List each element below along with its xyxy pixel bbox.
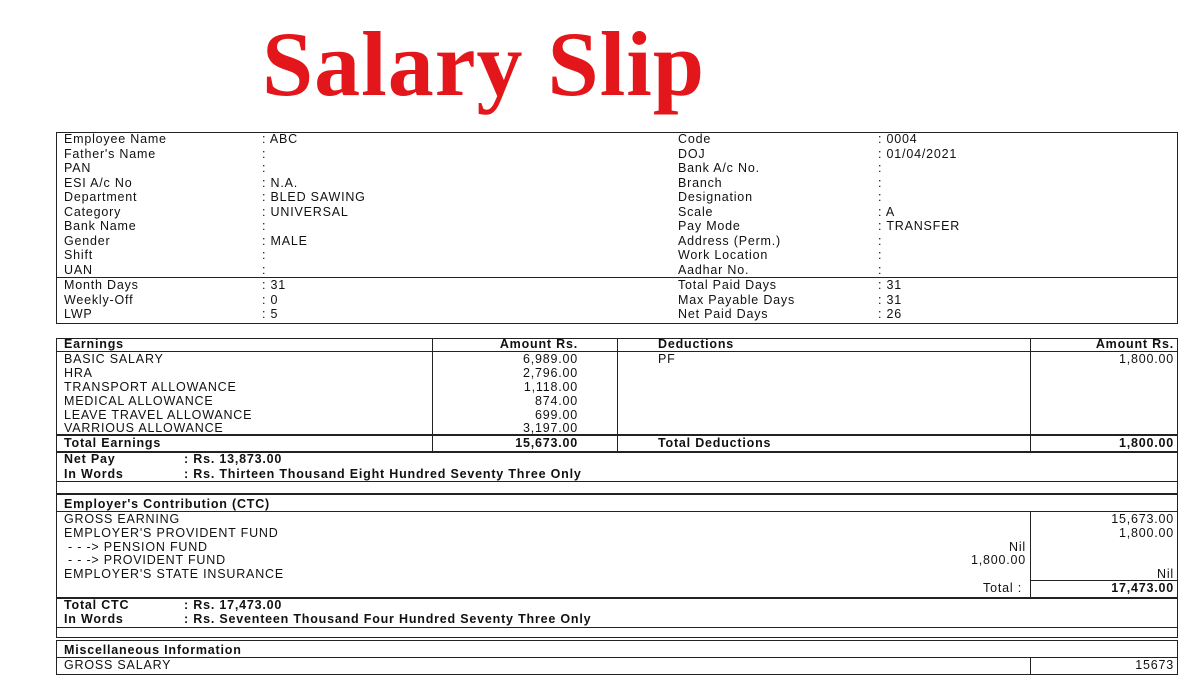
att-value: : 0 (262, 292, 279, 307)
total-earnings-label: Total Earnings (64, 436, 162, 450)
ctc-pension-label: - - -> PENSION FUND (68, 540, 208, 554)
divider (617, 338, 618, 452)
emp-label: Gender (64, 233, 111, 248)
emp-value: : (262, 146, 267, 161)
emp-label: Address (Perm.) (678, 233, 781, 248)
earnings-amount-header: Amount Rs. (499, 337, 578, 351)
divider (56, 627, 1178, 628)
total-ctc-words: : Rs. Seventeen Thousand Four Hundred Seventy Three Only (184, 612, 592, 626)
divider (1030, 511, 1031, 598)
ctc-gross-label: GROSS EARNING (64, 512, 180, 526)
emp-label: Employee Name (64, 132, 167, 146)
page-title: Salary Slip (262, 13, 706, 115)
divider (1030, 338, 1031, 452)
earning-amount: 3,197.00 (522, 421, 578, 435)
att-value: : 26 (878, 307, 903, 321)
ctc-heading: Employer's Contribution (CTC) (64, 497, 271, 511)
earning-label: BASIC SALARY (64, 352, 164, 366)
emp-value: : BLED SAWING (262, 190, 366, 204)
att-value: : 31 (878, 292, 903, 307)
emp-value: : (878, 262, 883, 277)
deductions-header: Deductions (658, 337, 735, 351)
emp-label: UAN (64, 262, 93, 277)
emp-label: Scale (678, 204, 714, 219)
emp-label: Bank A/c No. (678, 161, 760, 175)
emp-label: Branch (678, 175, 723, 190)
deduction-amount: 1,800.00 (1118, 352, 1174, 366)
emp-value: : UNIVERSAL (262, 204, 349, 219)
emp-value: : N.A. (262, 175, 299, 190)
emp-value: : (262, 219, 267, 233)
divider (1030, 657, 1031, 675)
employee-info-box (56, 132, 1178, 324)
emp-label: Code (678, 132, 712, 146)
emp-value: : ABC (262, 132, 298, 146)
ctc-pf-label: - - -> PROVIDENT FUND (68, 553, 226, 567)
emp-value: : (262, 161, 267, 175)
att-label: Month Days (64, 278, 139, 292)
divider (432, 338, 433, 452)
earnings-header: Earnings (64, 337, 124, 351)
net-pay-value: : Rs. 13,873.00 (184, 452, 283, 466)
emp-value: : (878, 161, 883, 175)
earning-amount: 1,118.00 (523, 380, 578, 394)
earning-amount: 2,796.00 (522, 366, 578, 380)
ctc-epf-amount: 1,800.00 (1118, 526, 1174, 540)
emp-value: : (878, 248, 883, 262)
earning-amount: 6,989.00 (522, 352, 578, 366)
emp-label: DOJ (678, 146, 706, 161)
total-earnings-amount: 15,673.00 (515, 436, 578, 450)
ctc-total-amount: 17,473.00 (1111, 581, 1174, 595)
att-value: : 31 (878, 278, 903, 292)
divider (56, 277, 1178, 278)
total-ctc-label: Total CTC (64, 598, 130, 612)
ctc-gross-amount: 15,673.00 (1111, 512, 1174, 526)
emp-label: Category (64, 204, 122, 219)
earning-label: MEDICAL ALLOWANCE (64, 394, 214, 408)
ctc-esi-label: EMPLOYER'S STATE INSURANCE (64, 567, 284, 581)
emp-label: Department (64, 190, 138, 204)
emp-value: : (262, 262, 267, 277)
emp-value: : (878, 190, 883, 204)
att-value: : 31 (262, 278, 287, 292)
earning-amount: 874.00 (534, 394, 578, 408)
net-pay-words: : Rs. Thirteen Thousand Eight Hundred Seventy Three Only (184, 467, 582, 481)
emp-value: : 01/04/2021 (878, 146, 958, 161)
emp-value: : (878, 233, 883, 248)
att-label: Max Payable Days (678, 292, 796, 307)
earning-label: LEAVE TRAVEL ALLOWANCE (64, 408, 253, 422)
emp-value: : TRANSFER (878, 219, 961, 233)
att-label: LWP (64, 307, 93, 321)
deductions-amount-header: Amount Rs. (1095, 337, 1174, 351)
earning-amount: 699.00 (534, 408, 578, 422)
emp-label: Bank Name (64, 219, 137, 233)
emp-value: : (878, 175, 883, 190)
total-deductions-amount: 1,800.00 (1118, 436, 1174, 450)
earning-label: HRA (64, 366, 93, 380)
deduction-label: PF (658, 352, 676, 366)
emp-value: : 0004 (878, 132, 918, 146)
misc-gross-amount: 15673 (1135, 658, 1174, 672)
att-label: Weekly-Off (64, 292, 134, 307)
att-label: Net Paid Days (678, 307, 769, 321)
emp-label: ESI A/c No (64, 175, 133, 190)
earning-label: VARRIOUS ALLOWANCE (64, 421, 224, 435)
emp-value: : MALE (262, 233, 308, 248)
total-ctc-words-label: In Words (64, 612, 124, 626)
emp-label: Shift (64, 248, 94, 262)
emp-value: : (262, 248, 267, 262)
ctc-pension-amount: Nil (1009, 540, 1026, 554)
misc-gross-label: GROSS SALARY (64, 658, 172, 672)
emp-label: Father's Name (64, 146, 156, 161)
att-value: : 5 (262, 307, 279, 321)
emp-label: Work Location (678, 248, 769, 262)
ctc-pf-amount: 1,800.00 (970, 553, 1026, 567)
att-label: Total Paid Days (678, 278, 777, 292)
misc-heading: Miscellaneous Information (64, 643, 242, 657)
total-deductions-label: Total Deductions (658, 436, 772, 450)
net-pay-label: Net Pay (64, 452, 116, 466)
emp-label: Pay Mode (678, 219, 741, 233)
emp-value: : A (878, 204, 895, 219)
ctc-epf-label: EMPLOYER'S PROVIDENT FUND (64, 526, 279, 540)
ctc-total-label: Total : (983, 581, 1022, 595)
emp-label: PAN (64, 161, 92, 175)
emp-label: Designation (678, 190, 753, 204)
net-pay-words-label: In Words (64, 467, 124, 481)
ctc-esi-amount: Nil (1157, 567, 1174, 581)
total-ctc-value: : Rs. 17,473.00 (184, 598, 283, 612)
emp-label: Aadhar No. (678, 262, 750, 277)
earning-label: TRANSPORT ALLOWANCE (64, 380, 237, 394)
